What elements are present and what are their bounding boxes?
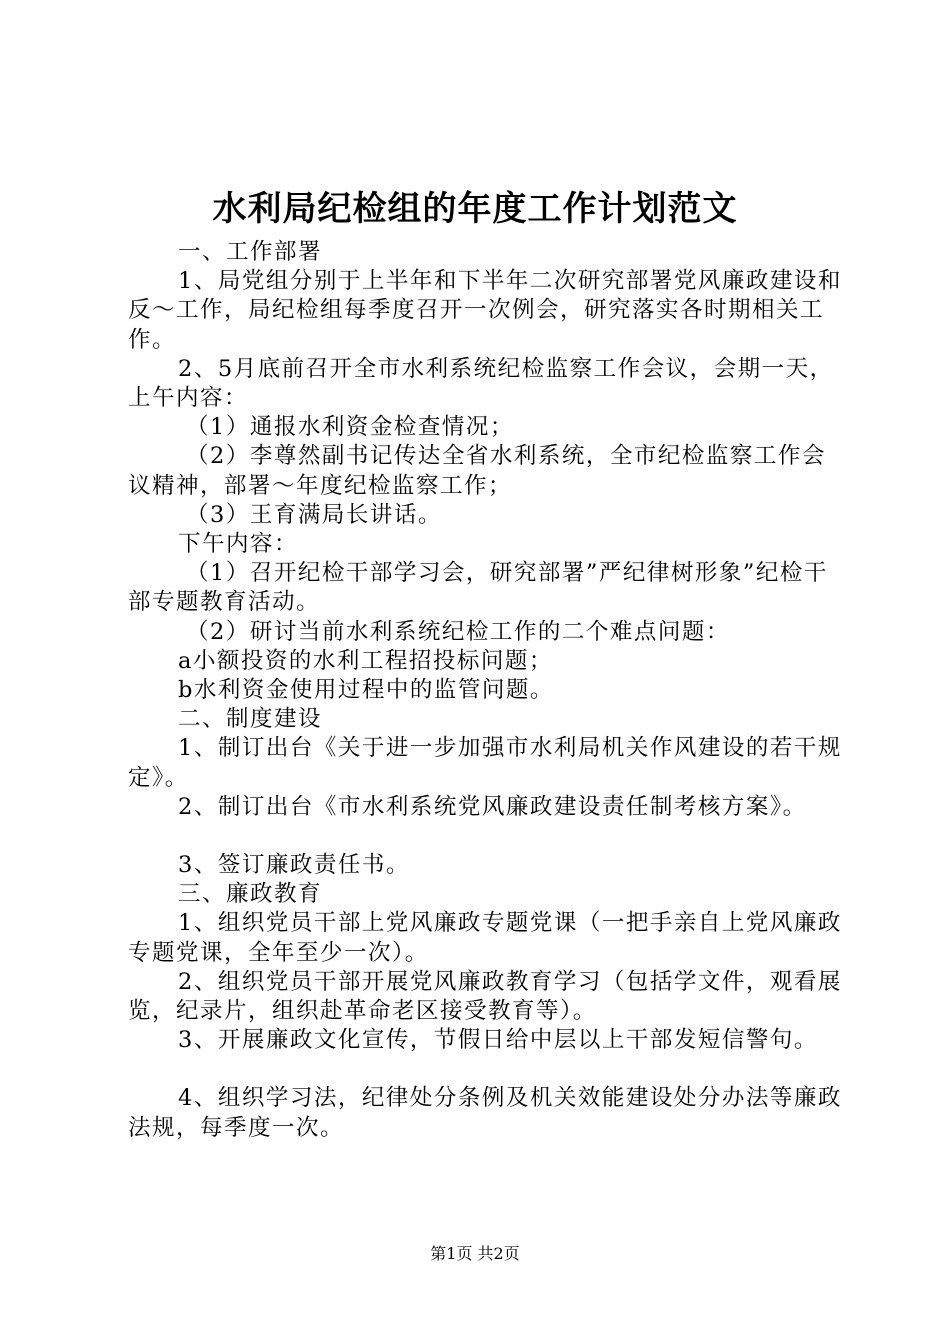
paragraph-1: 1、局党组分别于上半年和下半年二次研究部署党风廉政建设和反～工作，局纪检组每季度召开一次例会，研究落实各时期相关工作。 <box>128 268 842 353</box>
document-body <box>128 238 848 1143</box>
afternoon-label: 下午内容： <box>178 531 299 558</box>
list-item-afternoon-1: （1）召开纪检干部学习会，研究部署”严纪律树形象”纪检干部专题教育活动。 <box>128 560 828 616</box>
list-item-afternoon-2: （2）研讨当前水利系统纪检工作的二个难点问题： <box>186 618 730 645</box>
paragraph-edu-1: 1、组织党员干部上党风廉政专题党课（一把手亲自上党风廉政专题党课，全年至少一次）。 <box>128 910 842 966</box>
list-item-morning-3: （3）王育满局长讲话。 <box>186 501 442 528</box>
paragraph-rule-1: 1、制订出台《关于进一步加强市水利局机关作风建设的若干规定》。 <box>128 735 842 791</box>
list-item-a: a小额投资的水利工程招投标问题； <box>178 647 553 674</box>
paragraph-2: 2、5月底前召开全市水利系统纪检监察工作会议，会期一天，上午内容： <box>128 355 834 412</box>
list-item-b: b水利资金使用过程中的监管问题。 <box>178 677 554 704</box>
paragraph-rule-2: 2、制订出台《市水利系统党风廉政建设责任制考核方案》。 <box>178 793 807 820</box>
page-number: 第1页 共2页 <box>430 1244 520 1263</box>
blank-line <box>128 1055 848 1084</box>
section-heading-1: 一、工作部署 <box>178 239 323 265</box>
paragraph-edu-3: 3、开展廉政文化宣传，节假日给中层以上干部发短信警句。 <box>178 1027 818 1054</box>
blank-line <box>128 822 848 851</box>
list-item-morning-2: （2）李尊然副书记传达全省水利系统，全市纪检监察工作会议精神，部署～年度纪检监察工作； <box>128 443 826 499</box>
paragraph-rule-3: 3、签订廉政责任书。 <box>178 852 410 879</box>
section-heading-2: 二、制度建设 <box>178 706 323 733</box>
section-heading-3: 三、廉政教育 <box>178 881 323 908</box>
list-item-morning-1: （1）通报水利资金检查情况； <box>186 414 514 441</box>
paragraph-edu-2: 2、组织党员干部开展党风廉政教育学习（包括学文件，观看展览，纪录片，组织赴革命老区接受教育等）。 <box>128 968 842 1025</box>
document-title: 水利局纪检组的年度工作计划范文 <box>212 189 738 229</box>
paragraph-edu-4: 4、组织学习法，纪律处分条例及机关效能建设处分办法等廉政法规，每季度一次。 <box>128 1085 842 1141</box>
